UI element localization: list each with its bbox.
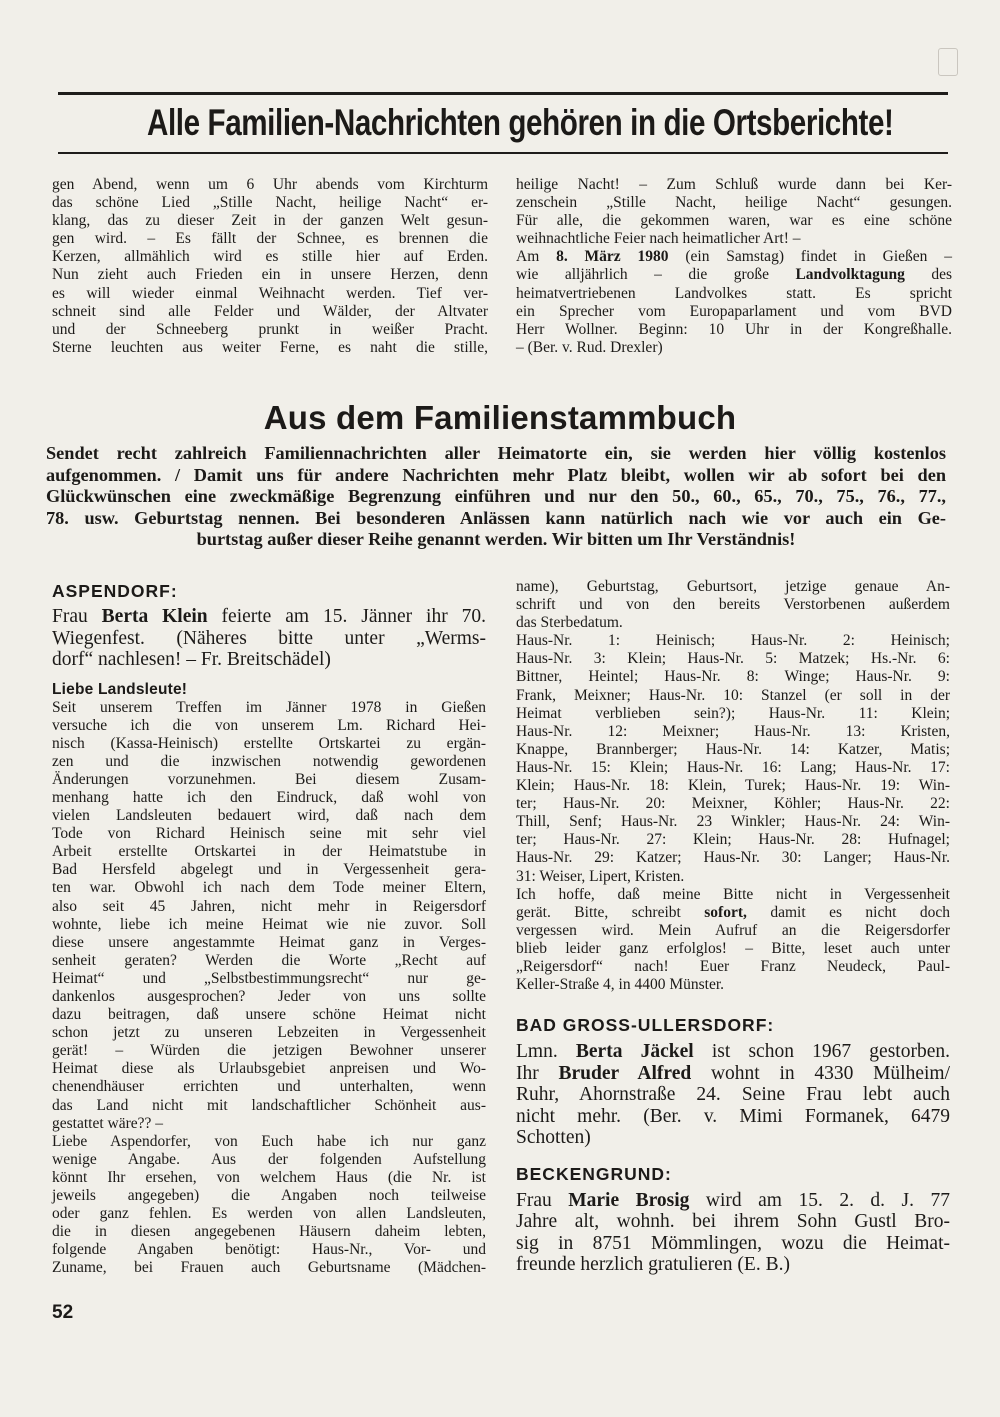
text-line: Heimat diese als Urlaubsgebiet anpreisen und Wo- bbox=[52, 1060, 486, 1078]
text-line: Klein; Haus-Nr. 18: Klein, Turek; Haus-Nr. 19: Win- bbox=[516, 777, 950, 795]
banner-bottom-rule bbox=[58, 152, 948, 154]
text-line: dankenlos ausgesprochen? Jeder von uns sollte bbox=[52, 988, 486, 1005]
text-line: vergessen wird. Mein Aufruf an die Reigersdorfer bbox=[516, 921, 950, 939]
text-line: diese unsere angestammte Heimat ganz in Verges- bbox=[52, 933, 486, 951]
text-line: Bad Hersfeld abgelegt und in Vergessenheit gera- bbox=[52, 861, 486, 879]
text-line: heilige Nacht! – Zum Schluß wurde dann bei Ker- bbox=[516, 176, 952, 193]
text-line: dazu beitragen, daß unsere schöne Heimat nicht bbox=[52, 1006, 486, 1024]
text-run: wohnt in 4330 Mülheim/ bbox=[691, 1062, 950, 1084]
text-line bbox=[516, 904, 950, 922]
text-line: zenschein „Stille Nacht, heilige Nacht“ gesungen. bbox=[516, 194, 952, 212]
person-name: Berta Jäckel bbox=[575, 1041, 694, 1063]
text-line: name), Geburtstag, Geburtsort, jetzige genaue An- bbox=[516, 578, 950, 595]
text-line bbox=[516, 1063, 950, 1085]
text-line: Kerzen, allmählich wird es stille hier auf Erden. bbox=[52, 248, 488, 266]
page-number: 52 bbox=[52, 1302, 74, 1323]
text-line: Frank, Meixner; Haus-Nr. 10: Stanzel (er soll in der bbox=[516, 686, 950, 704]
letter-body bbox=[52, 699, 486, 1278]
text-line: ter; Haus-Nr. 27: Klein; Haus-Nr. 28: Hufnagel; bbox=[516, 831, 950, 849]
text-line: heimatvertriebenen Landvolkes statt. Es spricht bbox=[516, 284, 952, 302]
text-line: Haus-Nr. 15: Klein; Haus-Nr. 16: Lang; Haus-Nr. 17: bbox=[516, 758, 950, 776]
text-run: ist schon 1967 gestorben. bbox=[693, 1041, 950, 1063]
text-line: „Reigersdorf“ nach! Euer Franz Neudeck, Paul- bbox=[516, 957, 950, 975]
text-run: wie alljährlich – die große bbox=[516, 266, 796, 284]
text-line: schrift und von den bereits Verstorbenen außerdem bbox=[516, 596, 950, 614]
text-line bbox=[516, 1190, 950, 1212]
text-line: Ruhr, Ahornstraße 24. Seine Frau lebt auch bbox=[516, 1084, 950, 1106]
text-line: Arbeit erstellte Ortskartei in der Heimatstube in bbox=[52, 843, 486, 861]
birthday-notice bbox=[52, 606, 486, 671]
text-line: dorf“ nachlesen! – Fr. Breitschädel) bbox=[52, 649, 331, 670]
text-line: wenige Angabe. Aus der folgenden Aufstellung bbox=[52, 1150, 486, 1168]
text-line: versuche ich die von unserem Lm. Richard Hei- bbox=[52, 716, 486, 734]
event-name: Landvolktagung bbox=[795, 266, 905, 284]
text-line: senheit geraten? Werden die Worte „Recht auf bbox=[52, 951, 486, 969]
text-line: Liebe Aspendorfer, von Euch habe ich nur ganz bbox=[52, 1132, 486, 1150]
text-line: das Land nicht mit landschaftlicher Schönheit aus- bbox=[52, 1096, 486, 1114]
text-line: wohnte, liebe ich meine Heimat wie nie zuvor. Soll bbox=[52, 915, 486, 933]
top-right-column bbox=[516, 176, 952, 357]
text-line: menhang hatte ich den Eindruck, daß wohl von bbox=[52, 788, 486, 806]
text-line: das Sterbedatum. bbox=[516, 614, 623, 632]
text-line bbox=[516, 266, 952, 284]
intro-line: Glückwünschen eine zweckmäßige Begrenzung einführen und nur den 50., 60., 65., 70., 75., 76., 77., bbox=[46, 486, 946, 506]
text-line: Heimat verblieben sein?); Haus-Nr. 11: Klein; bbox=[516, 704, 950, 722]
place-heading: ASPENDORF: bbox=[52, 581, 178, 601]
text-line: Für alle, die gekommen waren, war es eine schöne bbox=[516, 212, 952, 230]
intro-line: 78. usw. Geburtstag nennen. Bei besonderen Anlässen kann natürlich nach wie vor auch ein Ge- bbox=[46, 507, 946, 528]
text-line: Schotten) bbox=[516, 1127, 591, 1149]
bad-gross-notice bbox=[516, 1041, 950, 1149]
text-line: sig in 8751 Mömmlingen, wozu die Heimat- bbox=[516, 1232, 950, 1254]
text-line: gen wird. – Es fällt der Schnee, es brennen die bbox=[52, 230, 488, 248]
text-line: nicht mehr. (Ber. v. Mimi Formanek, 6479 bbox=[516, 1105, 950, 1127]
text-run: Am bbox=[516, 248, 557, 266]
text-line: es will wieder einmal Weihnacht werden. Tief ver- bbox=[52, 284, 488, 302]
person-name: Berta Klein bbox=[101, 606, 208, 627]
text-line: schon jetzt zu unseren Lebzeiten in Vergessenheit bbox=[52, 1024, 486, 1042]
text-line: die in diesen angegebenen Häusern daheim lebten, bbox=[52, 1223, 486, 1241]
main-right-column bbox=[516, 578, 950, 1276]
text-line: ter; Haus-Nr. 20: Meixner, Köhler; Haus-Nr. 22: bbox=[516, 795, 950, 813]
text-line: Haus-Nr. 29: Katzer; Haus-Nr. 30: Langer; Haus-Nr. bbox=[516, 849, 950, 867]
intro-line: Sendet recht zahlreich Familiennachrichten aller Heimatorte ein, sie werden hier völlig kostenlos bbox=[46, 443, 946, 463]
person-name: Bruder Alfred bbox=[558, 1062, 692, 1084]
text-line: Bittner, Heintel; Haus-Nr. 8: Winge; Haus-Nr. 9: bbox=[516, 668, 950, 686]
place-heading: BAD GROSS-ULLERSDORF: bbox=[516, 1015, 775, 1036]
text-line: also seit 45 Jahren, nicht mehr in Reigersdorf bbox=[52, 897, 486, 915]
text-line: chenendhäuser errichten und unterhalten, wenn bbox=[52, 1078, 486, 1096]
text-line: Knappe, Brannberger; Haus-Nr. 14: Katzer, Matis; bbox=[516, 740, 950, 758]
intro-line: burtstag außer dieser Reihe genannt werden. Wir bitten um Ihr Verständnis! bbox=[196, 529, 796, 549]
text-run: Ihr bbox=[516, 1062, 559, 1084]
text-run: (ein Samstag) findet in Gießen – bbox=[668, 248, 953, 266]
text-line: oder ganz fehlen. Es werden von allen Landsleuten, bbox=[52, 1205, 486, 1223]
place-heading: BECKENGRUND: bbox=[516, 1163, 672, 1184]
text-line: Keller-Straße 4, in 4400 Münster. bbox=[516, 976, 725, 994]
text-run: Frau bbox=[516, 1189, 569, 1211]
text-line: ten war. Obwohl ich nach dem Tode meiner Eltern, bbox=[52, 879, 486, 897]
top-left-column bbox=[52, 176, 488, 357]
beckengrund-notice bbox=[516, 1190, 950, 1276]
text-line: gerät! – Würden die jetzigen Bewohner unserer bbox=[52, 1042, 486, 1060]
text-line: Zuname, bei Frauen auch Geburtsname (Mädchen- bbox=[52, 1259, 486, 1277]
text-line: könnt Ihr ersehen, von welchem Haus (die Nr. ist bbox=[52, 1168, 486, 1186]
text-line: das schöne Lied „Stille Nacht, heilige Nacht“ er- bbox=[52, 194, 488, 212]
text-run: wird am 15. 2. d. J. 77 bbox=[689, 1189, 950, 1211]
emphasis: sofort, bbox=[704, 903, 747, 921]
text-line bbox=[516, 1041, 950, 1063]
main-left-column bbox=[52, 580, 486, 1278]
text-line: schneit sind alle Felder und Wälder, der Altvater bbox=[52, 302, 488, 320]
banner-title: Alle Familien-Nachrichten gehören in die Ortsberichte! bbox=[147, 102, 894, 143]
text-line bbox=[516, 248, 952, 266]
text-line: Heimat“ und „Selbstbestimmungsrecht“ nur ge- bbox=[52, 969, 486, 987]
text-run: damit es nicht doch bbox=[746, 903, 950, 921]
text-line: Seit unserem Treffen im Jänner 1978 in Gießen bbox=[52, 698, 486, 716]
text-line: – (Ber. v. Rud. Drexler) bbox=[516, 338, 663, 356]
text-line: blieb leider ganz erfolglos! – Bitte, leset auch unter bbox=[516, 939, 950, 957]
text-run: gerät. Bitte, schreibt bbox=[516, 903, 705, 921]
text-run: Frau bbox=[52, 606, 102, 627]
house-list bbox=[516, 578, 950, 886]
text-line: Nun zieht auch Frieden ein in unsere Herzen, denn bbox=[52, 266, 488, 284]
text-line: nisch (Kassa-Heinisch) erstellte Ortskartei zu ergän- bbox=[52, 734, 486, 752]
text-line: jeweils angegeben) die Angaben noch teilweise bbox=[52, 1187, 486, 1205]
text-line: Tode von Richard Heinisch seine mit sehr viel bbox=[52, 825, 486, 843]
text-line: Jahre alt, wohnh. bei ihrem Sohn Gustl Bro- bbox=[516, 1211, 950, 1233]
page-corner-mark bbox=[938, 48, 958, 76]
person-name: Marie Brosig bbox=[568, 1189, 690, 1211]
section-intro bbox=[46, 443, 946, 551]
text-line: 31: Weiser, Lipert, Kristen. bbox=[516, 867, 685, 885]
text-line: weihnachtliche Feier nach heimatlicher Art! – bbox=[516, 230, 801, 248]
closing-paragraph bbox=[516, 886, 950, 995]
text-line: Haus-Nr. 1: Heinisch; Haus-Nr. 2: Heinisch; bbox=[516, 632, 950, 650]
text-run: des bbox=[904, 266, 952, 284]
section-title: Aus dem Familienstammbuch bbox=[263, 399, 737, 436]
text-line bbox=[52, 606, 486, 628]
intro-line: aufgenommen. / Damit uns für andere Nachrichten mehr Platz bleibt, wollen wir ab sofort bei den bbox=[46, 464, 946, 485]
event-date: 8. März 1980 bbox=[556, 248, 669, 266]
text-line: und der Schneeberg prunkt in weißer Pracht. bbox=[52, 320, 488, 338]
text-line: Haus-Nr. 3: Klein; Haus-Nr. 5: Matzek; Hs.-Nr. 6: bbox=[516, 650, 950, 668]
text-line: folgende Angaben benötigt: Haus-Nr., Vor- und bbox=[52, 1241, 486, 1259]
text-line: zen und die inzwischen notwendig gewordenen bbox=[52, 752, 486, 770]
text-line: Sterne leuchten aus weiter Ferne, es naht die stille, bbox=[52, 338, 488, 356]
text-line: ein Sprecher vom Europaparlament und vom BVD bbox=[516, 302, 952, 320]
text-line: Thill, Senf; Haus-Nr. 23 Winkler; Haus-Nr. 24: Win- bbox=[516, 813, 950, 831]
letter-heading: Liebe Landsleute! bbox=[52, 680, 188, 698]
text-line: Änderungen vorzunehmen. Bei diesem Zusam- bbox=[52, 770, 486, 788]
text-line: gen Abend, wenn um 6 Uhr abends vom Kirchturm bbox=[52, 176, 488, 193]
text-line: gestattet wäre?? – bbox=[52, 1114, 164, 1132]
text-line: Ich hoffe, daß meine Bitte nicht in Vergessenheit bbox=[516, 885, 950, 903]
text-line: klang, das zu dieser Zeit in der ganzen Welt gesun- bbox=[52, 212, 488, 230]
text-line: Wiegenfest. (Näheres bitte unter „Werms- bbox=[52, 627, 486, 649]
text-line: Haus-Nr. 12: Meixner; Haus-Nr. 13: Kristen, bbox=[516, 722, 950, 740]
text-line: vielen Landsleuten bedauert wird, daß nach dem bbox=[52, 807, 486, 825]
text-run: Lmn. bbox=[516, 1041, 576, 1063]
text-line: freunde herzlich gratulieren (E. B.) bbox=[516, 1254, 790, 1276]
text-run: feierte am 15. Jänner ihr 70. bbox=[207, 606, 486, 627]
banner-top-rule bbox=[58, 92, 948, 95]
text-line: Herr Wollner. Beginn: 10 Uhr in der Kongreßhalle. bbox=[516, 320, 952, 338]
